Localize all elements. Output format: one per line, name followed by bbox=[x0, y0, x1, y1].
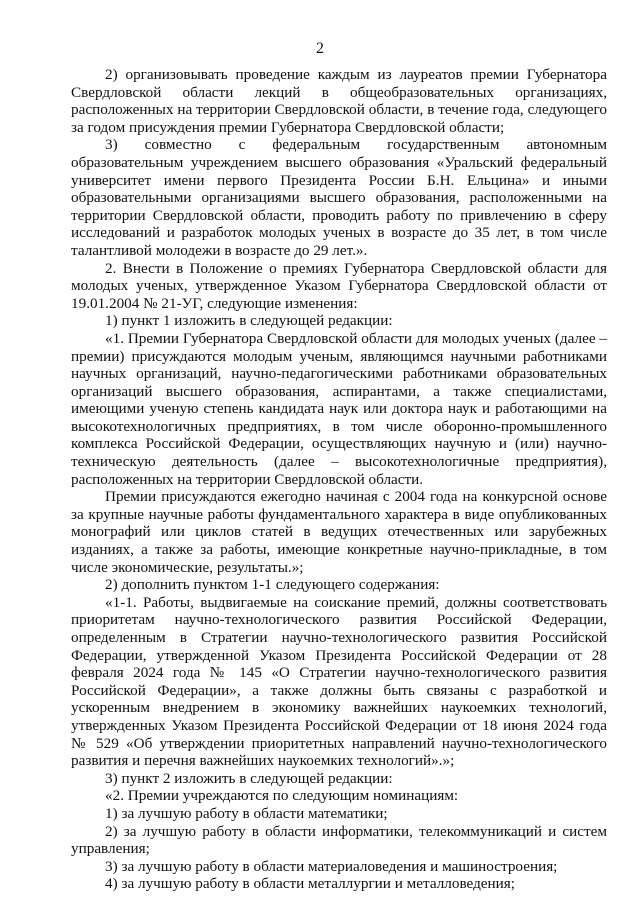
page-number: 2 bbox=[316, 40, 324, 57]
paragraph: Премии присуждаются ежегодно начиная с 2004 года на конкурсной основе за крупные научные работы фундаментального характера в виде опубликованных монографий или циклов статей в ведущих отечественных или зарубежных изданиях, а также за работы, имеющие конкретные научно-прикладные, в том числе экономические, результаты.»; bbox=[71, 488, 607, 576]
paragraph: 1) пункт 1 изложить в следующей редакции: bbox=[105, 312, 393, 330]
document-body bbox=[71, 66, 607, 893]
paragraph: 2) за лучшую работу в области информатики, телекоммуникаций и систем управления; bbox=[71, 822, 607, 858]
paragraph: «1-1. Работы, выдвигаемые на соискание премий, должны соответствовать приоритетам научно-технологического развития Российской Федерации, определенным в Стратегии научно-технологического развития Российской Федерации, утвержденной Указом Президента Российской Федерации от 28 февраля 2024 года № 145 «О Стратегии научно-технологического развития Российской Федерации», а также должны быть связаны с разработкой и ускоренным внедрением в экономику важнейших наукоемких технологий, утвержденных Указом Президента Российской Федерации от 18 июня 2024 года № 529 «Об утверждении приоритетных направлений научно-технологического развития и перечня важнейших наукоемких технологий».»; bbox=[71, 593, 607, 770]
paragraph: 1) за лучшую работу в области математики; bbox=[105, 804, 388, 822]
paragraph: «1. Премии Губернатора Свердловской области для молодых ученых (далее – премии) присуждаются молодым ученым, являющимся научными работниками научных организаций, научно-педагогическими работниками образовательных организаций высшего образования, аспирантами, а также специалистами, имеющими ученую степень кандидата наук или доктора наук и работающими на высокотехнологичных предприятиях, в том числе оборонно-промышленного комплекса Российской Федерации, осуществляющих научную и (или) научно-техническую деятельность (далее – высокотехнологичные предприятия), расположенных на территории Свердловской области. bbox=[71, 329, 607, 488]
paragraph: 2) дополнить пунктом 1-1 следующего содержания: bbox=[105, 576, 440, 594]
paragraph: 3) совместно с федеральным государственным автономным образовательным учреждением высшего образования «Уральский федеральный университет имени первого Президента России Б.Н. Ельцина» и иными образовательными организациями высшего образования, расположенными на территории Свердловской области, проводить работу по привлечению в сферу исследований и разработок молодых ученых в возрасте до 35 лет, в том числе талантливой молодежи в возрасте до 29 лет.». bbox=[71, 136, 607, 259]
paragraph: 2. Внести в Положение о премиях Губернатора Свердловской области для молодых ученых, утвержденное Указом Губернатора Свердловской области от 19.01.2004 № 21-УГ, следующие изменения: bbox=[71, 259, 607, 312]
paragraph: 4) за лучшую работу в области металлургии и металловедения; bbox=[105, 875, 515, 893]
paragraph: 3) пункт 2 изложить в следующей редакции: bbox=[105, 769, 393, 787]
paragraph: 3) за лучшую работу в области материаловедения и машиностроения; bbox=[105, 857, 558, 875]
paragraph: 2) организовывать проведение каждым из лауреатов премии Губернатора Свердловской области лекций в общеобразовательных организациях, расположенных на территории Свердловской области, в течение года, следующего за годом присуждения премии Губернатора Свердловской области; bbox=[71, 66, 607, 136]
paragraph: «2. Премии учреждаются по следующим номинациям: bbox=[105, 787, 459, 805]
